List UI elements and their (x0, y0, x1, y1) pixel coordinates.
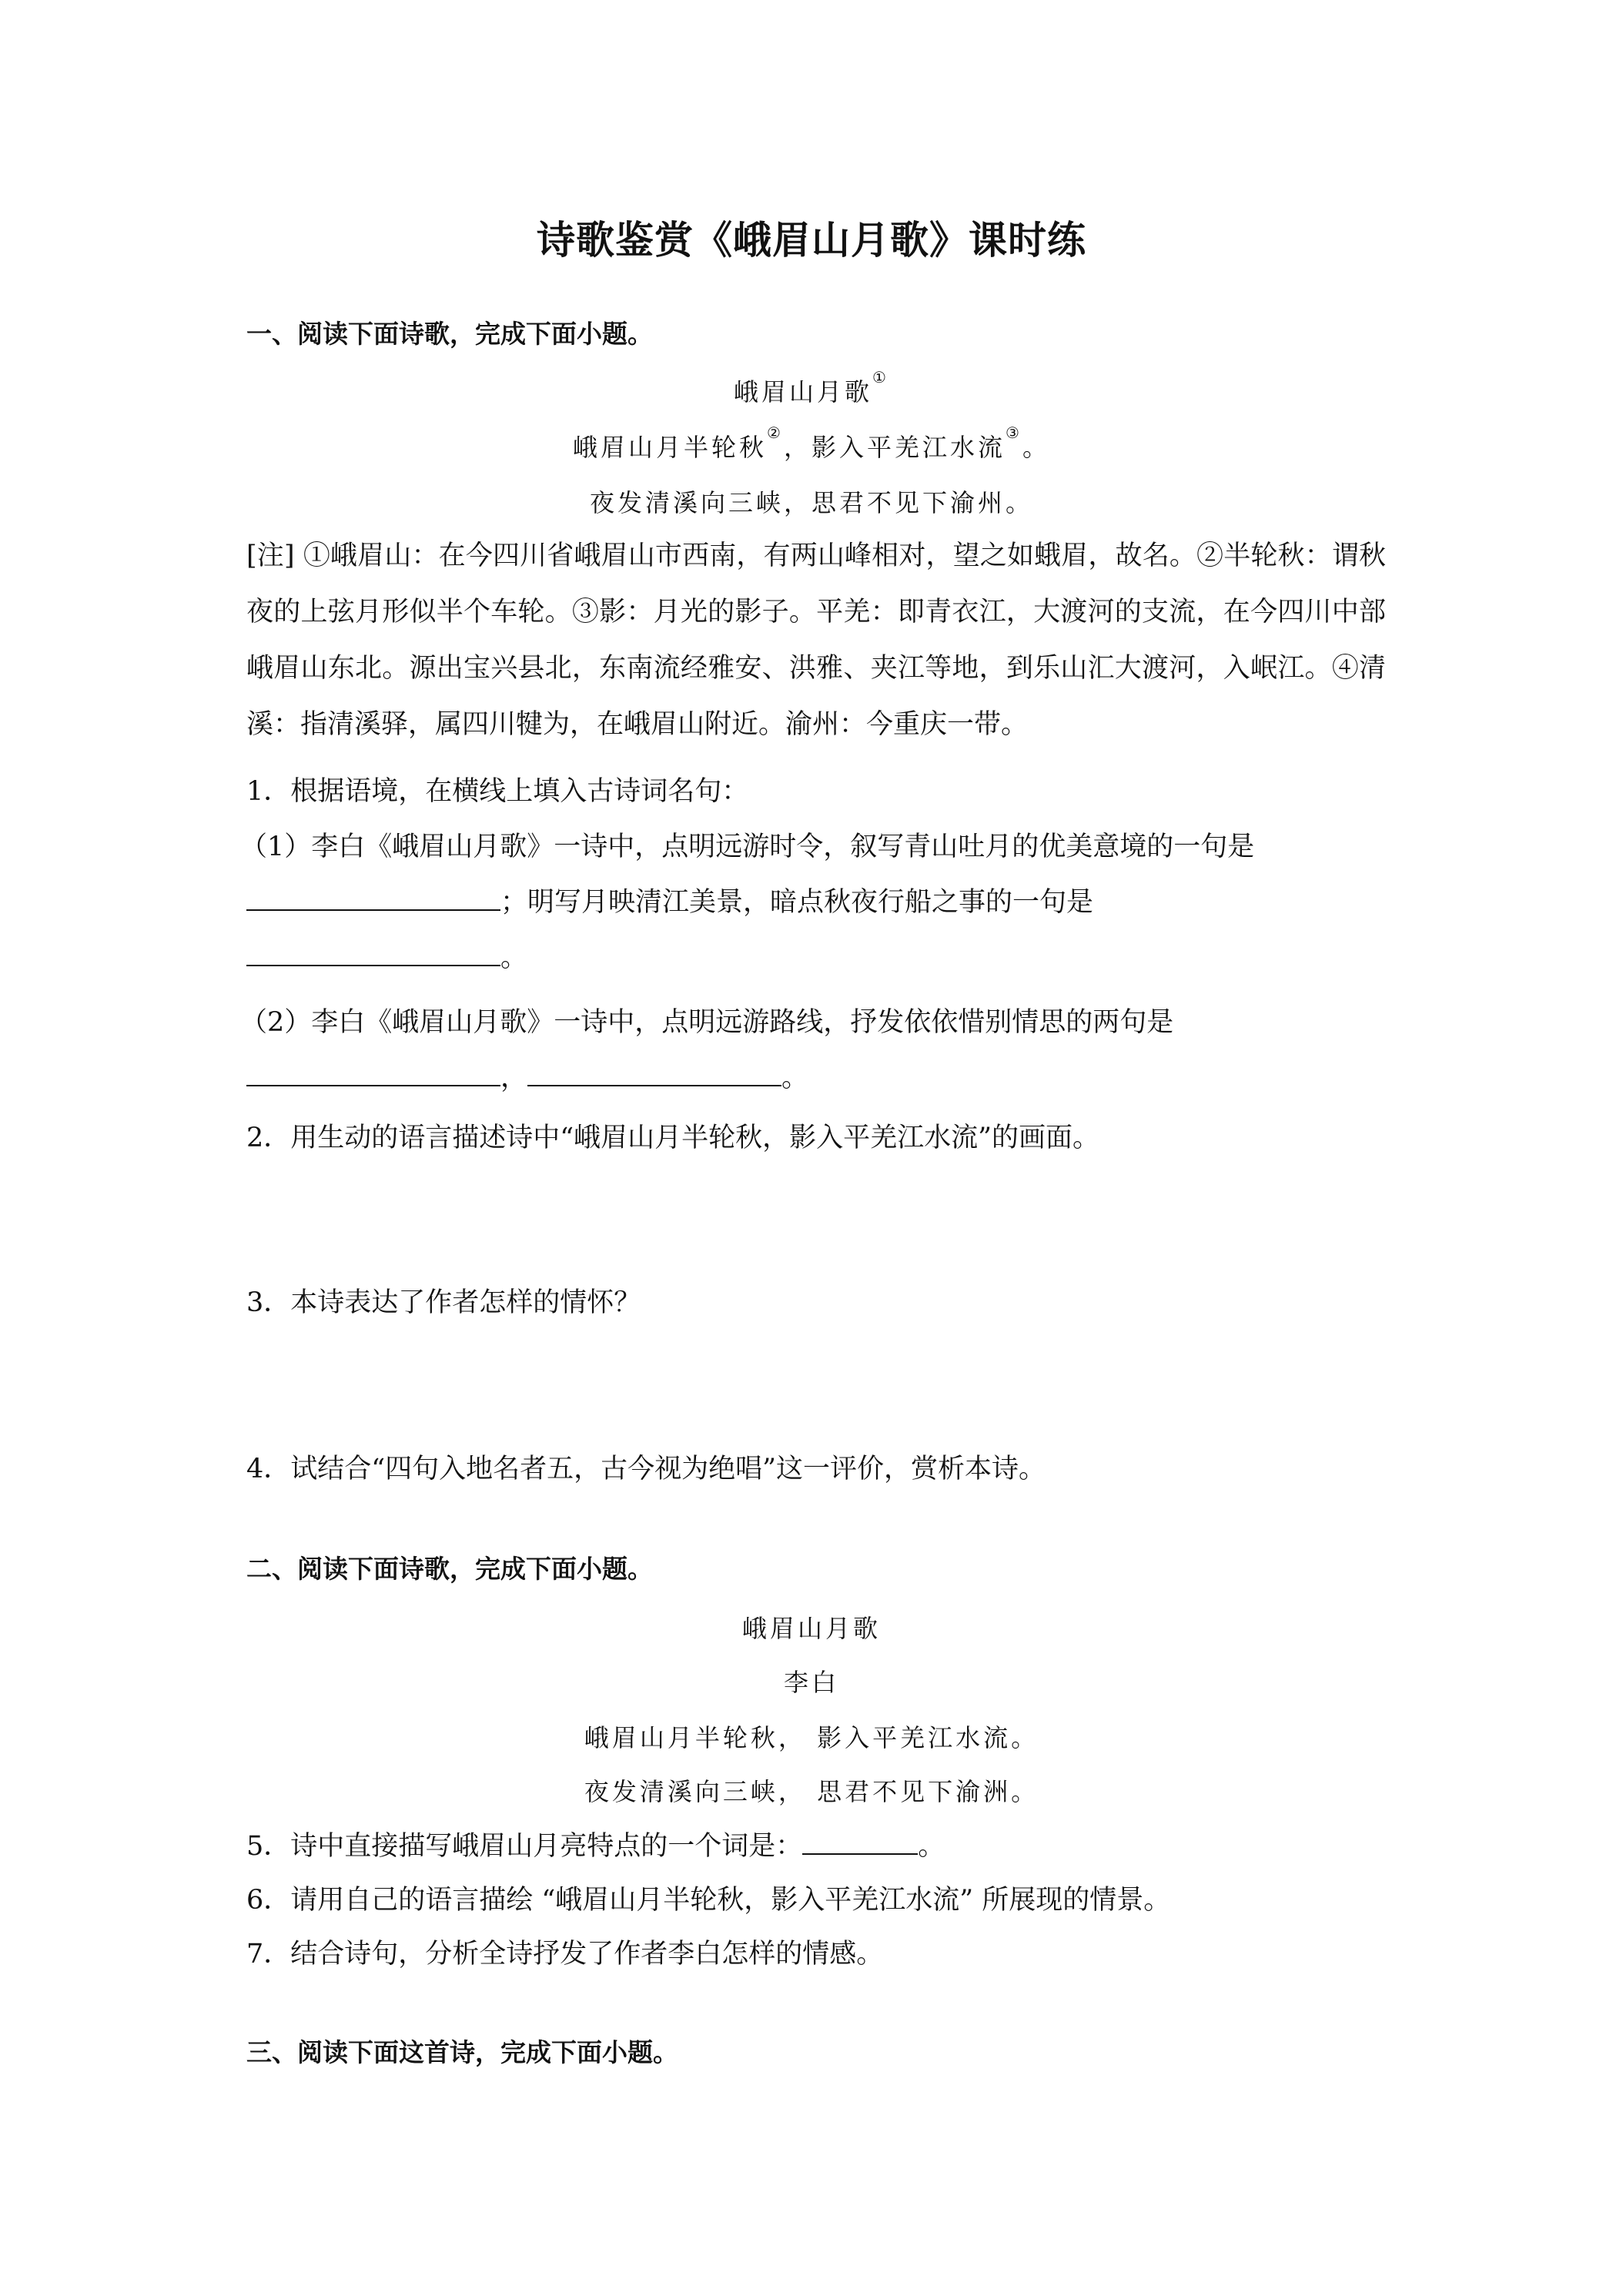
question-1-2-line-2: ， 。 (246, 1056, 808, 1095)
answer-blank[interactable] (527, 1062, 781, 1086)
section-2-heading: 二、阅读下面诗歌，完成下面小题。 (246, 1554, 653, 1584)
question-4: 4．试结合“四句入地名者五，古今视为绝唱”这一评价，赏析本诗。 (246, 1454, 1046, 1484)
question-1-1: （1）李白《峨眉山月歌》一诗中，点明远游时令，叙写青山吐月的优美意境的一句是 (240, 832, 1255, 862)
footnote-mark: ② (767, 423, 784, 442)
footnote-mark: ① (872, 368, 889, 387)
poem-1-line-2: 夜发清溪向三峡，思君不见下渝州。 (589, 488, 1033, 517)
answer-blank[interactable] (802, 1830, 918, 1855)
answer-blank[interactable] (246, 1062, 500, 1086)
page-title: 诗歌鉴赏《峨眉山月歌》课时练 (537, 218, 1086, 263)
poem-2-author: 李白 (783, 1668, 839, 1697)
question-3: 3．本诗表达了作者怎样的情怀？ (246, 1287, 641, 1318)
question-7: 7．结合诗句，分析全诗抒发了作者李白怎样的情感。 (246, 1939, 884, 1970)
answer-blank[interactable] (246, 886, 500, 911)
question-5: 5．诗中直接描写峨眉山月亮特点的一个词是： 。 (246, 1831, 945, 1862)
section-1-heading: 一、阅读下面诗歌，完成下面小题。 (246, 319, 653, 349)
question-6: 6．请用自己的语言描绘 “峨眉山月半轮秋，影入平羌江水流” 所展现的情景。 (246, 1885, 1171, 1916)
poem-2-line-2: 夜发清溪向三峡， 思君不见下渝洲。 (584, 1777, 1039, 1806)
poem-2-line-1: 峨眉山月半轮秋， 影入平羌江水流。 (584, 1723, 1039, 1752)
question-2: 2．用生动的语言描述诗中“峨眉山月半轮秋，影入平羌江水流”的画面。 (246, 1123, 1100, 1153)
question-1: 1．根据语境，在横线上填入古诗词名句： (246, 776, 749, 807)
poem-2-title: 峨眉山月歌 (741, 1614, 881, 1643)
question-1-1-line-3: 。 (246, 936, 527, 975)
question-1-1-line-2: ；明写月映清江美景，暗点秋夜行船之事的一句是 (246, 881, 1093, 919)
poem-1-title: 峨眉山月歌① (734, 368, 889, 407)
section-3-heading: 三、阅读下面这首诗，完成下面小题。 (246, 2037, 678, 2067)
answer-blank[interactable] (246, 942, 500, 966)
poem-1-notes: [注] ①峨眉山：在今四川省峨眉山市西南，有两山峰相对，望之如蛾眉，故名。②半轮秋：谓秋夜的上弦月形似半个车轮。③影：月光的影子。平羌：即青衣江，大渡河的支流，在今四川中部峨眉山东北。源出宝兴县北，东南流经雅安、洪雅、夹江等地，到乐山汇大渡河，入岷江。④清溪：指清溪驿，属四川犍为，在峨眉山附近。渝州：今重庆一带。 (246, 541, 1386, 740)
poem-1-line-1: 峨眉山月半轮秋②，影入平羌江水流③。 (573, 423, 1050, 462)
question-1-2: （2）李白《峨眉山月歌》一诗中，点明远游路线，抒发依依惜别情思的两句是 (240, 1007, 1174, 1038)
footnote-mark: ③ (1006, 423, 1022, 442)
